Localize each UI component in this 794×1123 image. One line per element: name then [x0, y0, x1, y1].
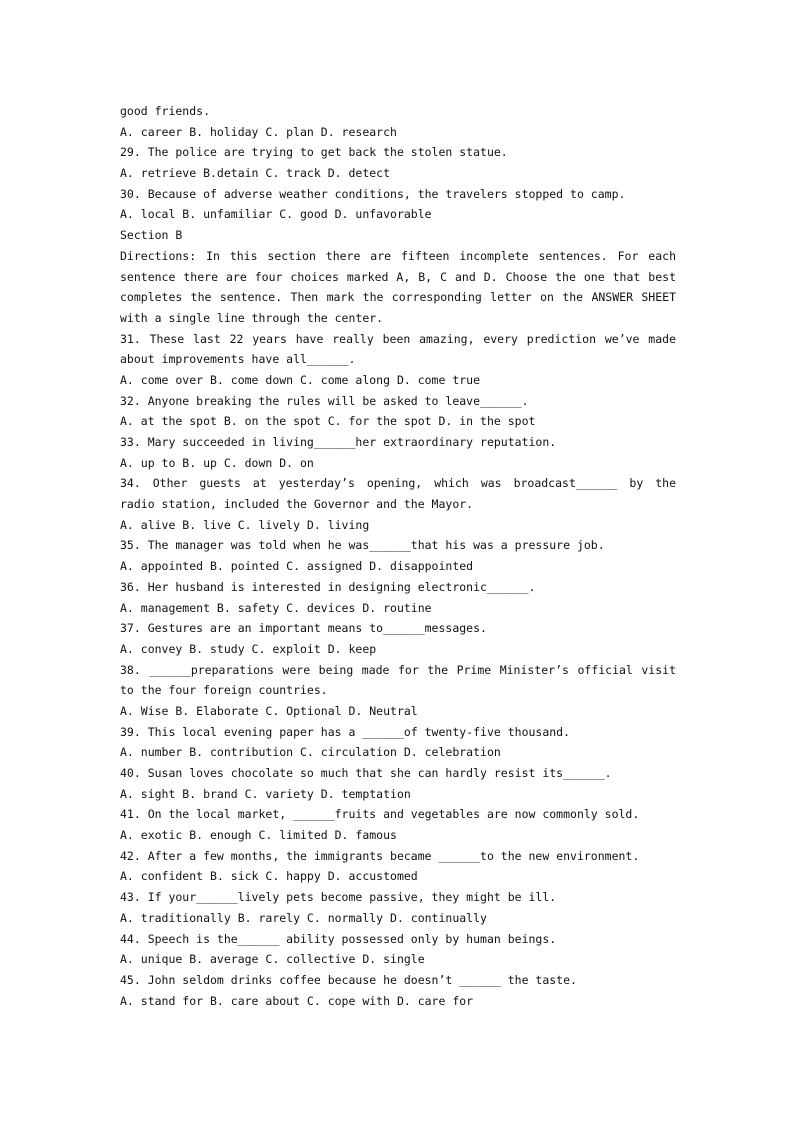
q31-stem-1: 31. These last 22 years have really been amazing, every prediction we’ve made	[120, 331, 676, 346]
q41-stem: 41. On the local market, ______fruits and vegetables are now commonly sold.	[120, 807, 640, 822]
q37-stem: 37. Gestures are an important means to______messages.	[120, 621, 487, 636]
q40-stem: 40. Susan loves chocolate so much that she can hardly resist its______.	[120, 766, 612, 780]
q30-options: A. local B. unfamiliar C. good D. unfavorable	[120, 207, 432, 222]
q34-stem-1: 34. Other guests at yesterday’s opening, which was broadcast______ by the	[120, 476, 676, 491]
q43-stem: 43. If your______lively pets become passive, they might be ill.	[120, 890, 557, 905]
q36-stem: 36. Her husband is interested in designing electronic______.	[120, 579, 536, 594]
q28-continuation: good friends.	[120, 104, 211, 118]
q42-options: A. confident B. sick C. happy D. accustomed	[120, 869, 418, 884]
q39-options: A. number B. contribution C. circulation D. celebration	[120, 745, 501, 760]
q40-options: A. sight B. brand C. variety D. temptation	[120, 786, 411, 801]
q32-stem: 32. Anyone breaking the rules will be asked to leave______.	[120, 393, 529, 408]
q29-options: A. retrieve B.detain C. track D. detect	[120, 166, 391, 181]
q31-stem-2: about improvements have all______.	[120, 352, 356, 367]
q45-options: A. stand for B. care about C. cope with D. care for	[120, 993, 474, 1008]
q31-options: A. come over B. come down C. come along D. come true	[120, 372, 481, 387]
q44-stem: 44. Speech is the______ ability possessed only by human beings.	[120, 931, 557, 946]
q42-stem: 42. After a few months, the immigrants became ______to the new environment.	[120, 848, 640, 863]
q29-stem: 29. The police are trying to get back the stolen statue.	[120, 145, 508, 160]
q33-options: A. up to B. up C. down D. on	[120, 455, 314, 470]
q41-options: A. exotic B. enough C. limited D. famous	[120, 828, 397, 843]
directions-line-4: with a single line through the center.	[120, 310, 384, 325]
q37-options: A. convey B. study C. exploit D. keep	[120, 641, 377, 656]
q33-stem: 33. Mary succeeded in living______her extraordinary reputation.	[120, 435, 557, 449]
q32-options: A. at the spot B. on the spot C. for the spot D. in the spot	[120, 414, 536, 429]
q35-stem: 35. The manager was told when he was______that his was a pressure job.	[120, 538, 605, 553]
q34-options: A. alive B. live C. lively D. living	[120, 517, 370, 532]
q36-options: A. management B. safety C. devices D. routine	[120, 600, 432, 615]
q39-stem: 39. This local evening paper has a ______of twenty-five thousand.	[120, 724, 571, 739]
directions-line-2: sentence there are four choices marked A, B, C and D. Choose the one that best	[120, 269, 676, 284]
q28-options: A. career B. holiday C. plan D. research	[120, 124, 397, 139]
q30-stem: 30. Because of adverse weather conditions, the travelers stopped to camp.	[120, 186, 626, 201]
section-heading: Section B	[120, 228, 183, 243]
q35-options: A. appointed B. pointed C. assigned D. disappointed	[120, 559, 474, 574]
q38-options: A. Wise B. Elaborate C. Optional D. Neutral	[120, 703, 418, 718]
q38-stem-1: 38. ______preparations were being made for the Prime Minister’s official visit	[120, 662, 676, 677]
q38-stem-2: to the four foreign countries.	[120, 683, 328, 698]
q45-stem: 45. John seldom drinks coffee because he doesn’t ______ the taste.	[120, 972, 577, 987]
directions-line-1: Directions: In this section there are fifteen incomplete sentences. For each	[120, 248, 676, 263]
q34-stem-2: radio station, included the Governor and the Mayor.	[120, 497, 474, 512]
q43-options: A. traditionally B. rarely C. normally D. continually	[120, 910, 487, 925]
directions-line-3: completes the sentence. Then mark the corresponding letter on the ANSWER SHEET	[120, 290, 676, 305]
q44-options: A. unique B. average C. collective D. single	[120, 952, 425, 967]
document-page	[120, 101, 676, 1011]
